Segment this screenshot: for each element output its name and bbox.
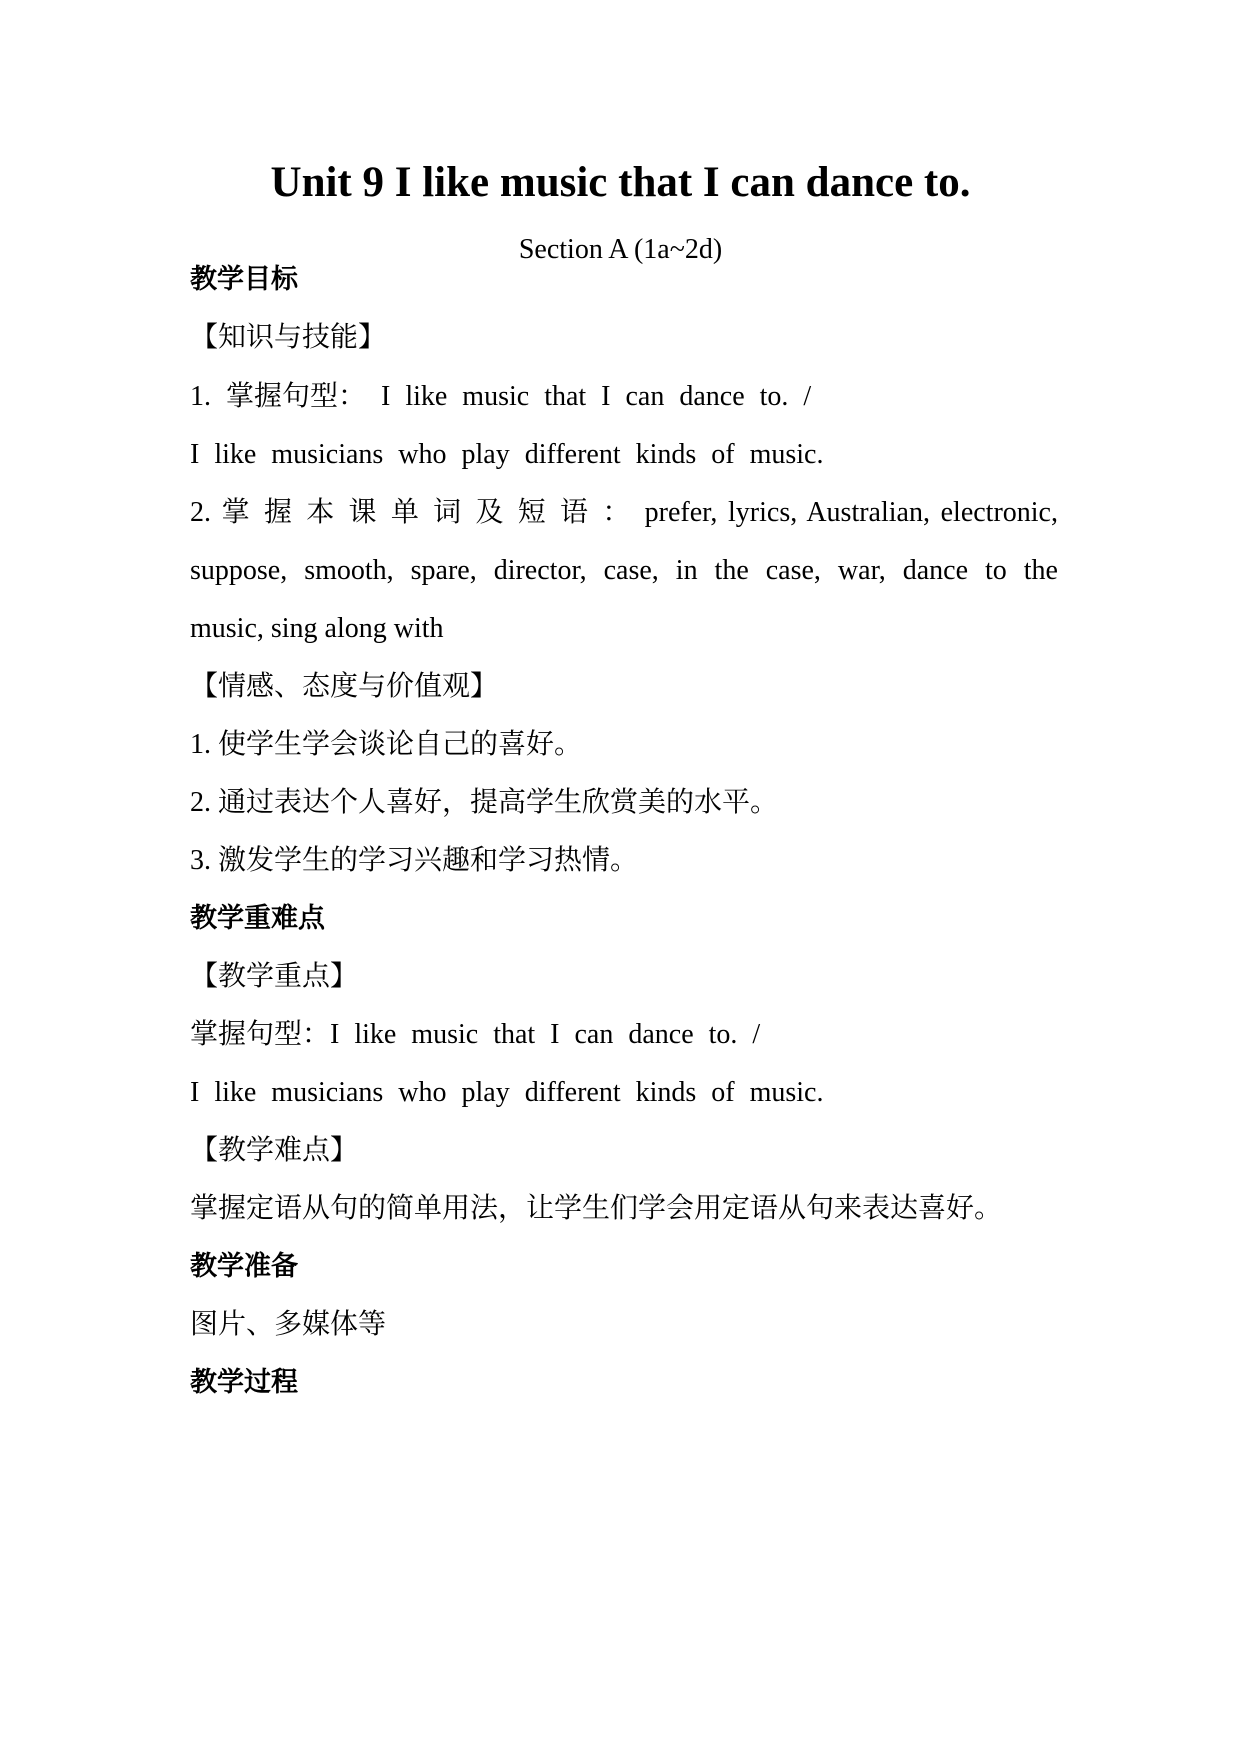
preparation-line: 图片、多媒体等 bbox=[190, 1309, 387, 1340]
heading-teaching-objectives: 教学目标 bbox=[190, 264, 298, 295]
heading-key-difficult-points: 教学重难点 bbox=[190, 903, 325, 934]
objective-line-2-end: music, sing along with bbox=[190, 613, 444, 644]
heading-preparation: 教学准备 bbox=[190, 1251, 298, 1282]
objective-line-1: 1. 掌握句型： I like music that I can dance to. / bbox=[190, 381, 812, 412]
emotion-item-2: 2. 通过表达个人喜好，提高学生欣赏美的水平。 bbox=[190, 787, 779, 818]
subheading-emotion-values: 【情感、态度与价值观】 bbox=[190, 671, 499, 702]
objective-line-1-cont: I like musicians who play different kinds of music. bbox=[190, 439, 824, 470]
emotion-item-1: 1. 使学生学会谈论自己的喜好。 bbox=[190, 729, 583, 760]
subheading-knowledge-skills: 【知识与技能】 bbox=[190, 322, 387, 353]
subheading-difficult-points: 【教学难点】 bbox=[190, 1135, 359, 1166]
subheading-key-points: 【教学重点】 bbox=[190, 961, 359, 992]
emotion-item-3: 3. 激发学生的学习兴趣和学习热情。 bbox=[190, 845, 639, 876]
document-subtitle: Section A (1a~2d) bbox=[518, 234, 723, 265]
document-title: Unit 9 I like music that I can dance to. bbox=[270, 159, 971, 206]
key-point-line-1: 掌握句型：I like music that I can dance to. / bbox=[190, 1019, 761, 1050]
objective-line-2: 2. 掌 握 本 课 单 词 及 短 语 ： prefer, lyrics, Australian, electronic, bbox=[190, 497, 1058, 528]
key-point-line-2: I like musicians who play different kinds of music. bbox=[190, 1077, 824, 1108]
objective-line-2-cont: suppose, smooth, spare, director, case, in the case, war, dance to the bbox=[190, 555, 1058, 586]
difficult-point-line: 掌握定语从句的简单用法，让学生们学会用定语从句来表达喜好。 bbox=[190, 1193, 1003, 1224]
heading-teaching-process: 教学过程 bbox=[190, 1367, 298, 1398]
